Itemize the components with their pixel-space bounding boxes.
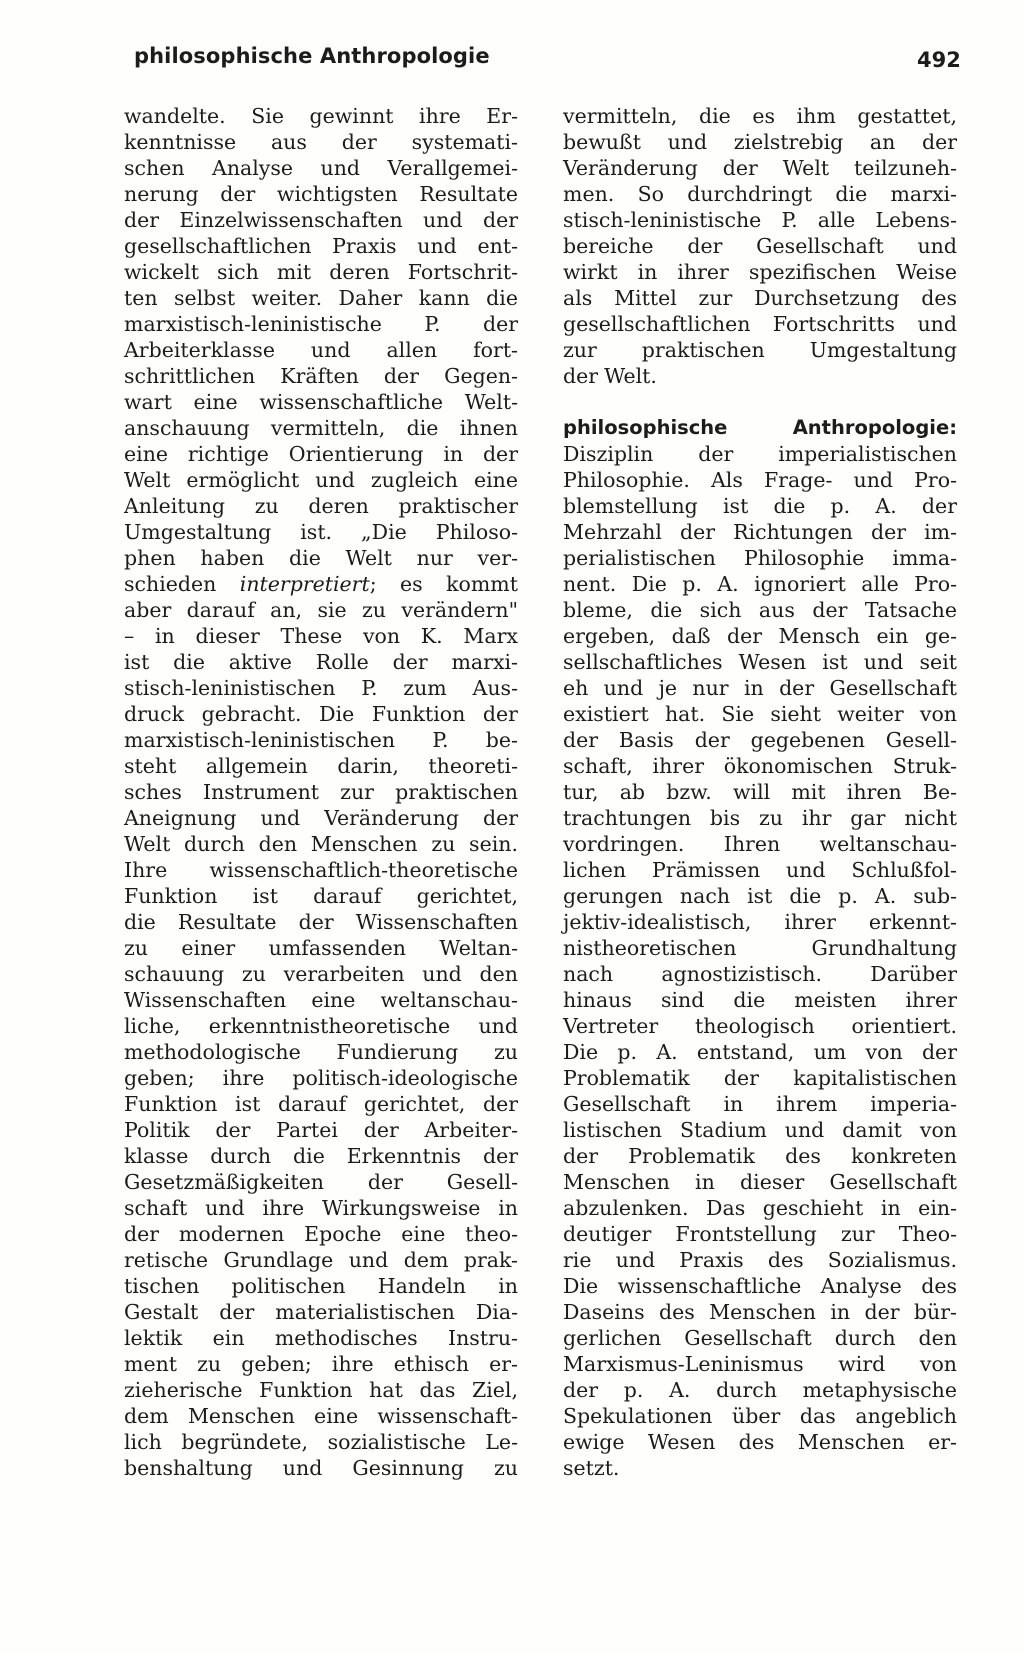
text-line: zur praktischen Umgestaltung — [563, 338, 957, 362]
text-line: nerung der wichtigsten Resultate — [124, 182, 518, 206]
text-line: schaft, ihrer ökonomischen Struk- — [563, 754, 957, 778]
text-line: Philosophie. Als Frage- und Pro- — [563, 468, 957, 492]
text-line: Gesetzmäßigkeiten der Gesell- — [124, 1170, 518, 1194]
text-line: lich begründete, sozialistische Le- — [124, 1430, 518, 1454]
text-line: Welt durch den Menschen zu sein. — [124, 832, 518, 856]
text-line: zieherische Funktion hat das Ziel, — [124, 1378, 518, 1402]
text-segment: ; es kommt — [369, 572, 518, 596]
text-line: ist die aktive Rolle der marxi- — [124, 650, 518, 674]
text-line: hinaus sind die meisten ihrer — [563, 988, 957, 1012]
text-line: klasse durch die Erkenntnis der — [124, 1144, 518, 1168]
left-text-column — [124, 103, 518, 1481]
text-line: Spekulationen über das angeblich — [563, 1404, 957, 1428]
text-line: methodologische Fundierung zu — [124, 1040, 518, 1064]
text-line: wandelte. Sie gewinnt ihre Er- — [124, 104, 518, 128]
text-line: Aneignung und Veränderung der — [124, 806, 518, 830]
text-line: wickelt sich mit deren Fortschrit- — [124, 260, 518, 284]
text-line: phen haben die Welt nur ver- — [124, 546, 518, 570]
text-line: gerlichen Gesellschaft durch den — [563, 1326, 957, 1350]
text-line: kenntnisse aus der systemati- — [124, 130, 518, 154]
text-line: Umgestaltung ist. „Die Philoso- — [124, 520, 518, 544]
text-line: dem Menschen eine wissenschaft- — [124, 1404, 518, 1428]
text-line: wart eine wissenschaftliche Welt- — [124, 390, 518, 414]
text-line: Gesellschaft in ihrem imperia- — [563, 1092, 957, 1116]
text-line: vordringen. Ihren weltanschau- — [563, 832, 957, 856]
text-line: gerungen nach ist die p. A. sub- — [563, 884, 957, 908]
text-line: Anleitung zu deren praktischer — [124, 494, 518, 518]
text-line: Funktion ist darauf gerichtet, der — [124, 1092, 518, 1116]
text-line: die Resultate der Wissenschaften — [124, 910, 518, 934]
text-line: perialistischen Philosophie imma- — [563, 546, 957, 570]
text-line: anschauung vermitteln, die ihnen — [124, 416, 518, 440]
text-line: listischen Stadium und damit von — [563, 1118, 957, 1142]
text-line: Ihre wissenschaftlich-theoretische — [124, 858, 518, 882]
right-text-column — [563, 103, 957, 1481]
text-line: ewige Wesen des Menschen er- — [563, 1430, 957, 1454]
text-line: Marxismus-Leninismus wird von — [563, 1352, 957, 1376]
text-line: tur, ab bzw. will mit ihren Be- — [563, 780, 957, 804]
text-line: ten selbst weiter. Daher kann die — [124, 286, 518, 310]
text-line: druck gebracht. Die Funktion der — [124, 702, 518, 726]
text-line: stisch-leninistische P. alle Lebens- — [563, 208, 957, 232]
text-line: Disziplin der imperialistischen — [563, 442, 957, 466]
text-line: Funktion ist darauf gerichtet, — [124, 884, 518, 908]
text-line: Daseins des Menschen in der bür- — [563, 1300, 957, 1324]
text-line: Veränderung der Welt teilzuneh- — [563, 156, 957, 180]
text-line: als Mittel zur Durchsetzung des — [563, 286, 957, 310]
text-line: Wissenschaften eine weltanschau- — [124, 988, 518, 1012]
text-line: Menschen in dieser Gesellschaft — [563, 1170, 957, 1194]
text-line: lichen Prämissen und Schlußfol- — [563, 858, 957, 882]
text-line: marxistisch-leninistischen P. be- — [124, 728, 518, 752]
text-line: lektik ein methodisches Instru- — [124, 1326, 518, 1350]
text-line: der Welt. — [563, 364, 657, 388]
text-line: Vertreter theologisch orientiert. — [563, 1014, 957, 1038]
text-line: sellschaftliches Wesen ist und seit — [563, 650, 957, 674]
text-line: – in dieser These von K. Marx — [124, 624, 518, 648]
page-number: 492 — [917, 48, 961, 72]
text-line: abzulenken. Das geschieht in ein- — [563, 1196, 957, 1220]
text-line: schrittlichen Kräften der Gegen- — [124, 364, 518, 388]
text-line: geben; ihre politisch-ideologische — [124, 1066, 518, 1090]
text-line: Mehrzahl der Richtungen der im- — [563, 520, 957, 544]
text-line: nent. Die p. A. ignoriert alle Pro- — [563, 572, 957, 596]
text-line: liche, erkenntnistheoretische und — [124, 1014, 518, 1038]
text-line: deutiger Frontstellung zur Theo- — [563, 1222, 957, 1246]
text-line: bewußt und zielstrebig an der — [563, 130, 957, 154]
text-line: der Einzelwissenschaften und der — [124, 208, 518, 232]
text-line: trachtungen bis zu ihr gar nicht — [563, 806, 957, 830]
text-line — [124, 571, 518, 597]
entry-headword: philosophische Anthropologie: — [563, 416, 957, 439]
text-line: nach agnostizistisch. Darüber — [563, 962, 957, 986]
running-header-title: philosophische Anthropologie — [134, 44, 490, 68]
text-line: tischen politischen Handeln in — [124, 1274, 518, 1298]
text-line: schauung zu verarbeiten und den — [124, 962, 518, 986]
text-line: der Basis der gegebenen Gesell- — [563, 728, 957, 752]
text-line: Problematik der kapitalistischen — [563, 1066, 957, 1090]
text-line: aber darauf an, sie zu verändern" — [124, 598, 518, 622]
text-line: gesellschaftlichen Fortschritts und — [563, 312, 957, 336]
text-line: schen Analyse und Verallgemei- — [124, 156, 518, 180]
text-line: bereiche der Gesellschaft und — [563, 234, 957, 258]
text-line: Gestalt der materialistischen Dia- — [124, 1300, 518, 1324]
text-line: sches Instrument zur praktischen — [124, 780, 518, 804]
text-line: ergeben, daß der Mensch ein ge- — [563, 624, 957, 648]
text-line: der modernen Epoche eine theo- — [124, 1222, 518, 1246]
text-line: blemstellung ist die p. A. der — [563, 494, 957, 518]
text-line: Die p. A. entstand, um von der — [563, 1040, 957, 1064]
text-line: Arbeiterklasse und allen fort- — [124, 338, 518, 362]
text-line: zu einer umfassenden Weltan- — [124, 936, 518, 960]
emphasized-word: interpretiert — [239, 572, 370, 596]
text-line: existiert hat. Sie sieht weiter von — [563, 702, 957, 726]
text-line: nistheoretischen Grundhaltung — [563, 936, 957, 960]
text-line: jektiv-idealistisch, ihrer erkennt- — [563, 910, 957, 934]
text-line: der Problematik des konkreten — [563, 1144, 957, 1168]
text-line: eh und je nur in der Gesellschaft — [563, 676, 957, 700]
text-line: Die wissenschaftliche Analyse des — [563, 1274, 957, 1298]
text-line: Politik der Partei der Arbeiter- — [124, 1118, 518, 1142]
text-line: gesellschaftlichen Praxis und ent- — [124, 234, 518, 258]
text-line: rie und Praxis des Sozialismus. — [563, 1248, 957, 1272]
text-line: retische Grundlage und dem prak- — [124, 1248, 518, 1272]
text-line: benshaltung und Gesinnung zu — [124, 1456, 518, 1480]
text-line: setzt. — [563, 1456, 620, 1480]
text-line: ment zu geben; ihre ethisch er- — [124, 1352, 518, 1376]
text-line: bleme, die sich aus der Tatsache — [563, 598, 957, 622]
text-line: wirkt in ihrer spezifischen Weise — [563, 260, 957, 284]
text-line: der p. A. durch metaphysische — [563, 1378, 957, 1402]
text-line: Welt ermöglicht und zugleich eine — [124, 468, 518, 492]
text-line: schaft und ihre Wirkungsweise in — [124, 1196, 518, 1220]
text-line: eine richtige Orientierung in der — [124, 442, 518, 466]
text-segment: schieden — [124, 572, 240, 596]
paragraph-gap — [563, 389, 957, 415]
text-line: stisch-leninistischen P. zum Aus- — [124, 676, 518, 700]
text-line: steht allgemein darin, theoreti- — [124, 754, 518, 778]
text-line: marxistisch-leninistische P. der — [124, 312, 518, 336]
text-line: vermitteln, die es ihm gestattet, — [563, 104, 957, 128]
text-line: men. So durchdringt die marxi- — [563, 182, 957, 206]
